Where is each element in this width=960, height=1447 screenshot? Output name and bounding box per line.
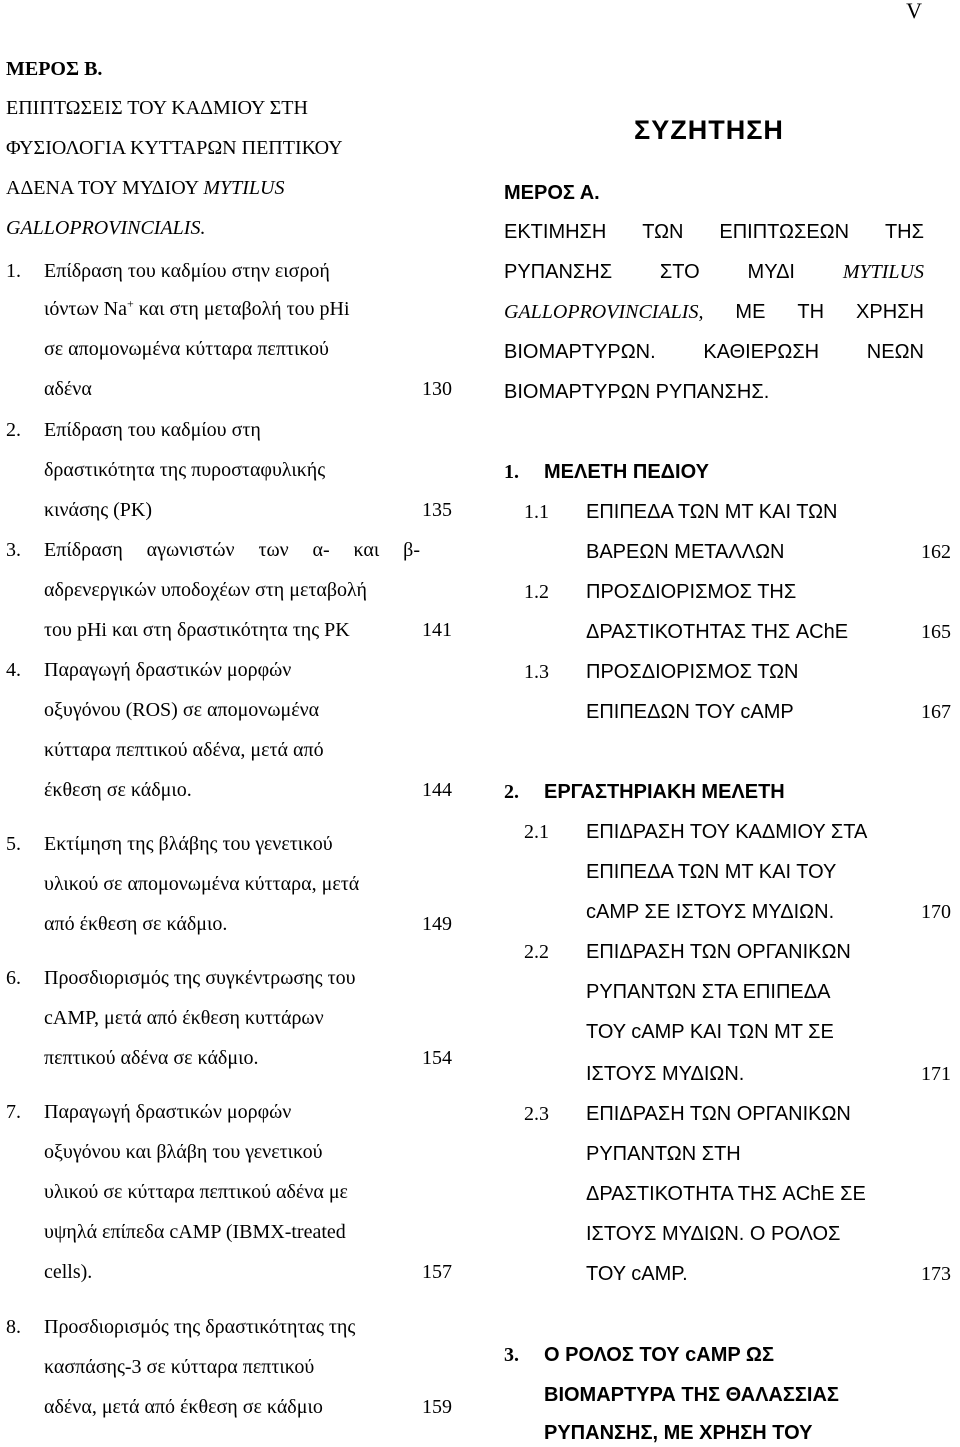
word: και xyxy=(353,539,380,561)
heading-text: ΑΔΕΝΑ ΤΟΥ ΜΥΔΙΟΥ xyxy=(6,177,204,199)
toc-page-number: 149 xyxy=(422,913,452,935)
toc-item-line: Παραγωγή δραστικών μορφών xyxy=(44,659,292,681)
part-a-heading-line xyxy=(504,340,924,364)
subsection-line: ΙΣΤΟΥΣ ΜΥΔΙΩΝ. xyxy=(586,1063,745,1085)
toc-item-number: 3. xyxy=(6,539,21,561)
subsection-line: ΕΠΙΔΡΑΣΗ ΤΩΝ ΟΡΓΑΝΙΚΩΝ xyxy=(586,1103,851,1125)
toc-item-number: 6. xyxy=(6,967,21,989)
toc-page-number: 171 xyxy=(921,1063,951,1085)
word: ΝΕΩΝ xyxy=(866,341,924,363)
subsection-line: ΡΥΠΑΝΤΩΝ ΣΤΑ ΕΠΙΠΕΔΑ xyxy=(586,981,831,1003)
toc-page-number: 144 xyxy=(422,779,452,801)
section-title-line: Ο ΡΟΛΟΣ ΤΟΥ cAMP ΩΣ xyxy=(544,1344,774,1366)
word: αγωνιστών xyxy=(146,539,235,561)
part-a-heading-line xyxy=(504,300,924,324)
toc-page-number: 130 xyxy=(422,378,452,400)
word: ΤΗΣ xyxy=(884,221,924,243)
toc-page-number: 167 xyxy=(921,701,951,723)
heading-species: MYTILUS xyxy=(203,177,285,199)
toc-item-line: δραστικότητα της πυροσταφυλικής xyxy=(44,459,326,481)
word: ΒΙΟΜΑΡΤΥΡΩΝ. xyxy=(504,341,656,363)
part-a-heading-line: ΒΙΟΜΑΡΤΥΡΩΝ ΡΥΠΑΝΣΗΣ. xyxy=(504,381,770,403)
word: ΕΚΤΙΜΗΣΗ xyxy=(504,221,607,243)
toc-item-line: σε απομονωμένα κύτταρα πεπτικού xyxy=(44,338,329,360)
discussion-title: ΣΥΖΗΤΗΣΗ xyxy=(634,115,784,145)
toc-item-line: από έκθεση σε κάδμιο. xyxy=(44,913,228,935)
subsection-line: ΕΠΙΔΡΑΣΗ ΤΩΝ ΟΡΓΑΝΙΚΩΝ xyxy=(586,941,851,963)
subsection-line: ΤΟΥ cAMP. xyxy=(586,1263,688,1285)
subsection-line: ΤΟΥ cAMP ΚΑΙ ΤΩΝ MT ΣΕ xyxy=(586,1021,834,1043)
toc-item-line: κασπάσης-3 σε κύτταρα πεπτικού xyxy=(44,1356,315,1378)
section-number: 1. xyxy=(504,461,519,483)
toc-item-line-justified xyxy=(44,538,420,562)
part-b-heading-line: GALLOPROVINCIALIS. xyxy=(6,217,206,239)
part-b-heading-line: ΦΥΣΙΟΛΟΓΙΑ ΚΥΤΤΑΡΩΝ ΠΕΠΤΙΚΟΥ xyxy=(6,137,343,159)
part-a-heading-line xyxy=(504,260,924,284)
subsection-number: 2.3 xyxy=(524,1103,549,1125)
toc-item-line: οξυγόνου (ROS) σε απομονωμένα xyxy=(44,699,320,721)
section-title: ΜΕΛΕΤΗ ΠΕΔΙΟΥ xyxy=(544,461,709,483)
subsection-number: 2.1 xyxy=(524,821,549,843)
word: ΚΑΘΙΕΡΩΣΗ xyxy=(703,341,820,363)
section-number: 3. xyxy=(504,1344,519,1366)
toc-item-number: 4. xyxy=(6,659,21,681)
toc-item-number: 2. xyxy=(6,419,21,441)
word: β- xyxy=(403,539,420,561)
section-number: 2. xyxy=(504,781,519,803)
subsection-line: ΠΡΟΣΔΙΟΡΙΣΜΟΣ ΤΗΣ xyxy=(586,581,797,603)
toc-text: ιόντων Na xyxy=(44,298,127,320)
subsection-number: 1.1 xyxy=(524,501,549,523)
part-b-heading-line xyxy=(6,176,284,200)
toc-item-number: 5. xyxy=(6,833,21,855)
word: α- xyxy=(312,539,330,561)
word: ΜΕ xyxy=(735,301,766,323)
subsection-line: ΡΥΠΑΝΤΩΝ ΣΤΗ xyxy=(586,1143,741,1165)
toc-page-number: 165 xyxy=(921,621,951,643)
toc-item-line: Επίδραση του καδμίου στη xyxy=(44,419,261,441)
right-column xyxy=(500,0,960,1447)
subsection-line: ΕΠΙΠΕΔΑ ΤΩΝ MT ΚΑΙ ΤΟΥ xyxy=(586,861,837,883)
toc-page-number: 159 xyxy=(422,1396,452,1418)
toc-item-line: αδένα, μετά από έκθεση σε κάδμιο xyxy=(44,1396,323,1418)
toc-page-number: 157 xyxy=(422,1261,452,1283)
toc-page-number: 173 xyxy=(921,1263,951,1285)
subsection-line: ΔΡΑΣΤΙΚΟΤΗΤΑΣ ΤΗΣ AChE xyxy=(586,621,849,643)
toc-page-number: 162 xyxy=(921,541,951,563)
word: ΤΩΝ xyxy=(642,221,684,243)
subsection-number: 2.2 xyxy=(524,941,549,963)
part-a-heading-line xyxy=(504,220,924,244)
toc-item-line: πεπτικού αδένα σε κάδμιο. xyxy=(44,1047,259,1069)
superscript: + xyxy=(127,296,134,311)
toc-item-line: cAMP, μετά από έκθεση κυττάρων xyxy=(44,1007,324,1029)
subsection-line: ΕΠΙΠΕΔΩΝ ΤΟΥ cAMP xyxy=(586,701,794,723)
word: ΤΗ xyxy=(797,301,825,323)
subsection-line: ΒΑΡΕΩΝ ΜΕΤΑΛΛΩΝ xyxy=(586,541,785,563)
toc-page-number: 135 xyxy=(422,499,452,521)
toc-item-line: αδρενεργικών υποδοχέων στη μεταβολή xyxy=(44,579,368,601)
section-title: ΕΡΓΑΣΤΗΡΙΑΚΗ ΜΕΛΕΤΗ xyxy=(544,781,785,803)
subsection-line: ΠΡΟΣΔΙΟΡΙΣΜΟΣ ΤΩΝ xyxy=(586,661,799,683)
subsection-line: ΕΠΙΠΕΔΑ ΤΩΝ MT ΚΑΙ ΤΩΝ xyxy=(586,501,838,523)
word: των xyxy=(258,539,289,561)
toc-item-line: υλικού σε απομονωμένα κύτταρα, μετά xyxy=(44,873,360,895)
toc-item-line: οξυγόνου και βλάβη του γενετικού xyxy=(44,1141,323,1163)
toc-item-number: 1. xyxy=(6,260,21,282)
word: GALLOPROVINCIALIS, xyxy=(504,301,704,323)
subsection-number: 1.3 xyxy=(524,661,549,683)
word: ΧΡΗΣΗ xyxy=(856,301,924,323)
part-b-heading-line: ΕΠΙΠΤΩΣΕΙΣ ΤΟΥ ΚΑΔΜΙΟΥ ΣΤΗ xyxy=(6,97,308,119)
toc-page-number: 170 xyxy=(921,901,951,923)
toc-text: και στη μεταβολή του pHi xyxy=(133,298,350,320)
toc-item-number: 7. xyxy=(6,1101,21,1123)
toc-item-line: Παραγωγή δραστικών μορφών xyxy=(44,1101,292,1123)
toc-item-line: Προσδιορισμός της συγκέντρωσης του xyxy=(44,967,356,989)
word: Επίδραση xyxy=(44,539,123,561)
toc-item-number: 8. xyxy=(6,1316,21,1338)
toc-item-line: Εκτίμηση της βλάβης του γενετικού xyxy=(44,833,333,855)
toc-item-line xyxy=(44,297,350,321)
word: ΜΥΔΙ xyxy=(747,261,795,283)
toc-item-line: αδένα xyxy=(44,378,92,400)
section-title-line: ΒΙΟΜΑΡΤΥΡΑ ΤΗΣ ΘΑΛΑΣΣΙΑΣ xyxy=(544,1384,839,1406)
toc-item-line: έκθεση σε κάδμιο. xyxy=(44,779,192,801)
toc-item-line: Προσδιορισμός της δραστικότητας της xyxy=(44,1316,356,1338)
toc-item-line: κύτταρα πεπτικού αδένα, μετά από xyxy=(44,739,324,761)
word: ΕΠΙΠΤΩΣΕΩΝ xyxy=(719,221,850,243)
left-column xyxy=(0,0,470,1447)
subsection-line: cAMP ΣΕ ΙΣΤΟΥΣ ΜΥΔΙΩΝ. xyxy=(586,901,835,923)
word: ΣΤΟ xyxy=(659,261,700,283)
subsection-line: ΕΠΙΔΡΑΣΗ ΤΟΥ ΚΑΔΜΙΟΥ ΣΤΑ xyxy=(586,821,868,843)
subsection-line: ΔΡΑΣΤΙΚΟΤΗΤΑ ΤΗΣ AChE ΣΕ xyxy=(586,1183,866,1205)
toc-page-number: 154 xyxy=(422,1047,452,1069)
section-title-line: ΡΥΠΑΝΣΗΣ, ΜΕ ΧΡΗΣΗ ΤΟΥ xyxy=(544,1422,813,1444)
part-a-title: ΜΕΡΟΣ Α. xyxy=(504,182,600,204)
toc-item-line: του pHi και στη δραστικότητα της PK xyxy=(44,619,350,641)
word: ΡΥΠΑΝΣΗΣ xyxy=(504,261,613,283)
subsection-number: 1.2 xyxy=(524,581,549,603)
toc-item-line: cells). xyxy=(44,1261,93,1283)
part-b-title: ΜΕΡΟΣ Β. xyxy=(6,58,103,80)
toc-item-line: υλικού σε κύτταρα πεπτικού αδένα με xyxy=(44,1181,348,1203)
toc-page-number: 141 xyxy=(422,619,452,641)
toc-item-line: κινάσης (PK) xyxy=(44,499,153,521)
page-number: V xyxy=(906,0,922,23)
toc-item-line: υψηλά επίπεδα cAMP (IBMX-treated xyxy=(44,1221,346,1243)
subsection-line: ΙΣΤΟΥΣ ΜΥΔΙΩΝ. Ο ΡΟΛΟΣ xyxy=(586,1223,841,1245)
toc-item-line: Επίδραση του καδμίου στην εισροή xyxy=(44,260,330,282)
word: MYTILUS xyxy=(842,261,924,283)
